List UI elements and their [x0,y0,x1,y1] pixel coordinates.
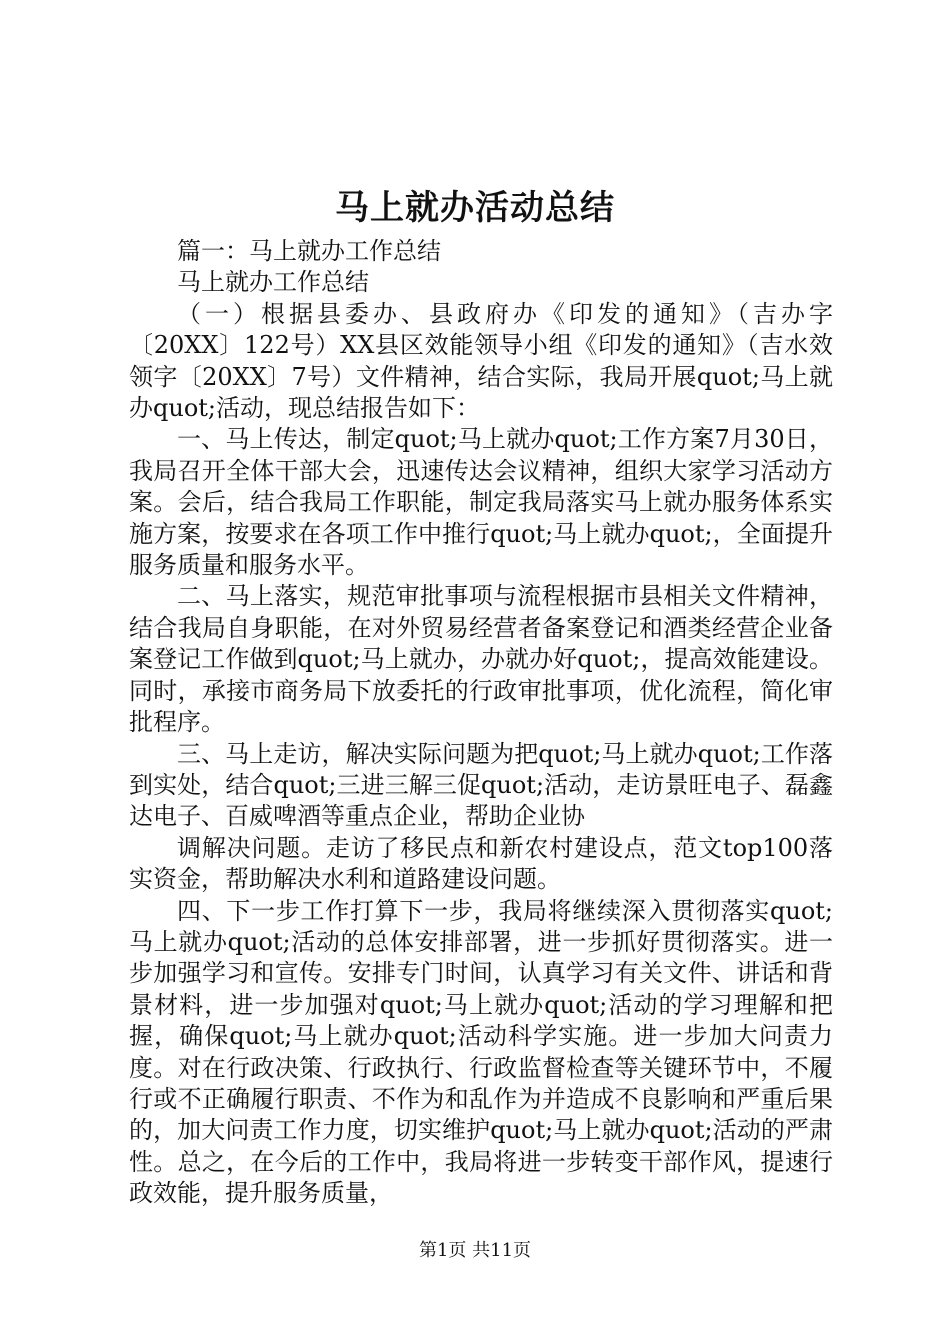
document-title: 马上就办活动总结 [335,188,615,228]
body-paragraph: 调解决问题。走访了移民点和新农村建设点，范文top100落实资金，帮助解决水利和道路建设问题。 [129,833,833,894]
body-paragraph: （一）根据县委办、县政府办《印发的通知》（吉办字〔20XX〕122号）XX县区效能领导小组《印发的通知》（吉水效领字〔20XX〕7号）文件精神，结合实际，我局开展quot;马上就办quot;活动，现总结报告如下： [129,299,833,423]
body-paragraph: 三、马上走访，解决实际问题为把quot;马上就办quot;工作落到实处，结合quot;三进三解三促quot;活动，走访景旺电子、磊鑫达电子、百威啤酒等重点企业，帮助企业协 [129,739,833,831]
body-paragraph: 二、马上落实，规范审批事项与流程根据市县相关文件精神，结合我局自身职能，在对外贸易经营者备案登记和酒类经营企业备案登记工作做到quot;马上就办，办就办好quot;，提高效能建设。同时，承接市商务局下放委托的行政审批事项，优化流程，简化审批程序。 [129,582,833,737]
subsection-heading: 马上就办工作总结 [177,268,369,297]
body-paragraph: 一、马上传达，制定quot;马上就办quot;工作方案7月30日，我局召开全体干部大会，迅速传达会议精神，组织大家学习活动方案。会后，结合我局工作职能，制定我局落实马上就办服务体系实施方案，按要求在各项工作中推行quot;马上就办quot;，全面提升服务质量和服务水平。 [129,425,833,580]
page-footer: 第1页 共11页 [418,1240,532,1261]
document-body [129,236,833,1210]
section-heading: 篇一：马上就办工作总结 [177,237,441,265]
body-paragraph: 四、下一步工作打算下一步，我局将继续深入贯彻落实quot;马上就办quot;活动的总体安排部署，进一步抓好贯彻落实。进一步加强学习和宣传。安排专门时间，认真学习有关文件、讲话和背景材料，进一步加强对quot;马上就办quot;活动的学习理解和把握，确保quot;马上就办quot;活动科学实施。进一步加大问责力度。对在行政决策、行政执行、行政监督检查等关键环节中，不履行或不正确履行职责、不作为和乱作为并造成不良影响和严重后果的，加大问责工作力度，切实维护quot;马上就办quot;活动的严肃性。总之，在今后的工作中，我局将进一步转变干部作风，提速行政效能，提升服务质量， [129,896,833,1208]
